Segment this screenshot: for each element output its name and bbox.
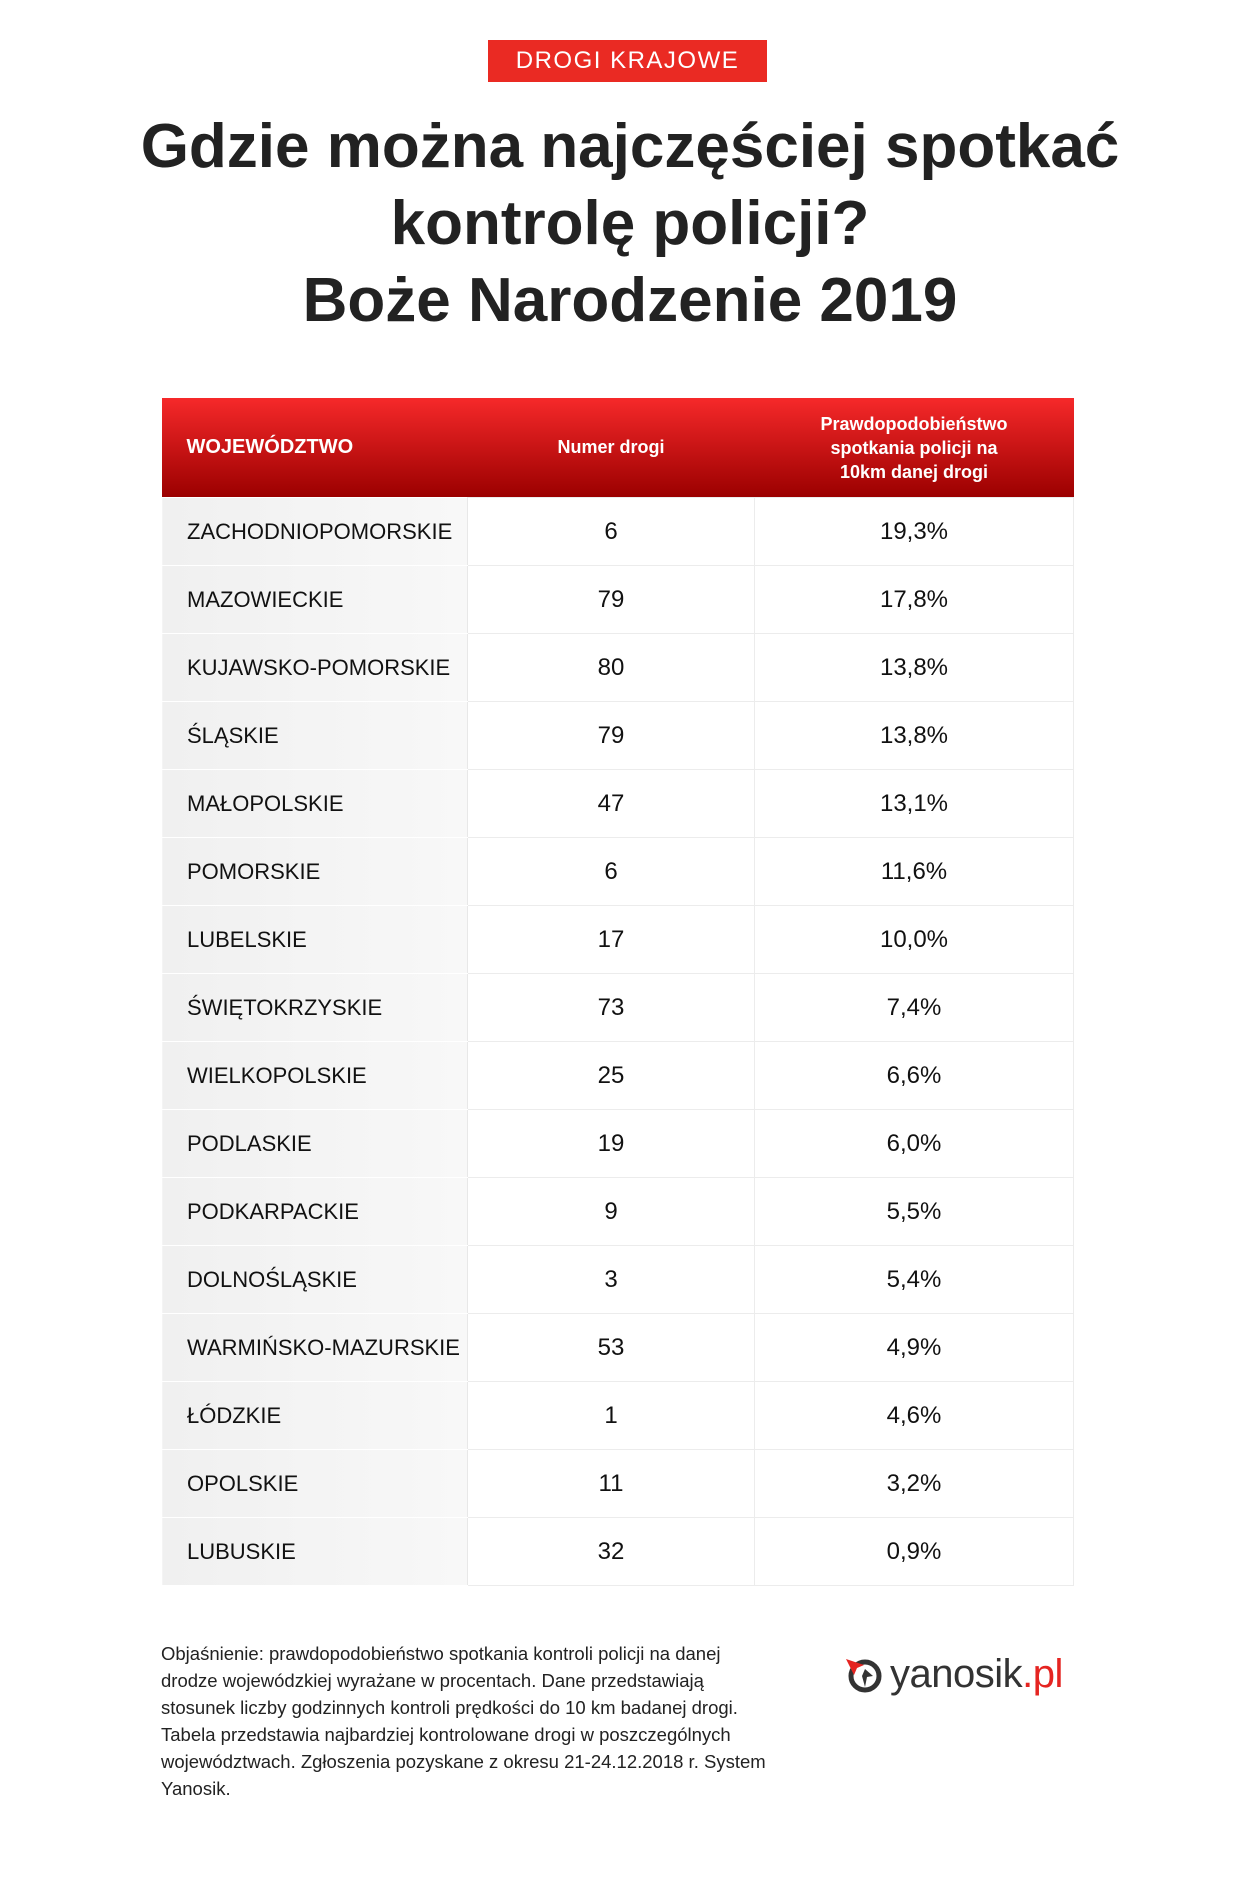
voivodeship-cell: WARMIŃSKO-MAZURSKIE [162,1314,468,1382]
probability-cell: 3,2% [755,1450,1074,1518]
voivodeship-cell: ŁÓDZKIE [162,1382,468,1450]
table-row [162,974,1074,1042]
table-row [162,1246,1074,1314]
table-row [162,1110,1074,1178]
probability-cell: 10,0% [755,906,1074,974]
logo-name: yanosik [890,1652,1023,1696]
table-row [162,634,1074,702]
data-table [161,398,1074,1586]
probability-cell: 17,8% [755,566,1074,634]
voivodeship-cell: LUBUSKIE [162,1518,468,1586]
probability-cell: 13,8% [755,702,1074,770]
road-number-cell: 11 [468,1450,755,1518]
road-number-cell: 6 [468,498,755,566]
table-row [162,770,1074,838]
voivodeship-cell: PODLASKIE [162,1110,468,1178]
table-row [162,702,1074,770]
probability-cell: 7,4% [755,974,1074,1042]
logo-tld: .pl [1022,1652,1063,1696]
table-header-row [162,398,1074,498]
table-row [162,1178,1074,1246]
road-number-cell: 53 [468,1314,755,1382]
voivodeship-cell: MAŁOPOLSKIE [162,770,468,838]
voivodeship-cell: LUBELSKIE [162,906,468,974]
voivodeship-cell: PODKARPACKIE [162,1178,468,1246]
road-number-cell: 1 [468,1382,755,1450]
voivodeship-cell: ŚLĄSKIE [162,702,468,770]
road-number-cell: 32 [468,1518,755,1586]
voivodeship-cell: KUJAWSKO-POMORSKIE [162,634,468,702]
road-number-cell: 73 [468,974,755,1042]
probability-cell: 4,9% [755,1314,1074,1382]
title-line: kontrolę policji? [390,189,870,258]
category-badge: DROGI KRAJOWE [488,40,767,82]
header-road-number: Numer drogi [468,398,755,498]
probability-cell: 5,4% [755,1246,1074,1314]
voivodeship-cell: WIELKOPOLSKIE [162,1042,468,1110]
road-number-cell: 79 [468,702,755,770]
road-number-cell: 79 [468,566,755,634]
yanosik-logo [846,1652,1063,1697]
probability-cell: 6,6% [755,1042,1074,1110]
table-row [162,1314,1074,1382]
voivodeship-cell: DOLNOŚLĄSKIE [162,1246,468,1314]
header-voivodeship: WOJEWÓDZTWO [162,398,468,498]
probability-cell: 13,8% [755,634,1074,702]
road-number-cell: 9 [468,1178,755,1246]
voivodeship-cell: ŚWIĘTOKRZYSKIE [162,974,468,1042]
logo-wordmark [890,1652,1063,1697]
voivodeship-cell: POMORSKIE [162,838,468,906]
road-number-cell: 47 [468,770,755,838]
road-number-cell: 6 [468,838,755,906]
table-row [162,498,1074,566]
road-number-cell: 19 [468,1110,755,1178]
logo-arrow-icon [846,1657,882,1693]
probability-cell: 19,3% [755,498,1074,566]
road-number-cell: 80 [468,634,755,702]
explanation-note: Objaśnienie: prawdopodobieństwo spotkania kontroli policji na danej drodze wojewódzkiej wyrażane w procentach. Dane przedstawiają stosunek liczby godzinnych kontroli prędkości do 10 km badanej drogi. Tabela przedstawia najbardziej kontrolowane drogi w poszczególnych województwach. Zgłoszenia pozyskane z okresu 21-24.12.2018 r. System Yanosik. [161,1643,766,1799]
title-line: Gdzie można najczęściej spotkać [140,112,1120,181]
table-row [162,1042,1074,1110]
title-line: Boże Narodzenie 2019 [302,266,958,335]
road-number-cell: 17 [468,906,755,974]
header-probability [755,398,1074,498]
road-number-cell: 25 [468,1042,755,1110]
page-title [0,108,1260,339]
table-row [162,1382,1074,1450]
table-row [162,1518,1074,1586]
probability-cell: 13,1% [755,770,1074,838]
probability-cell: 11,6% [755,838,1074,906]
table-row [162,838,1074,906]
voivodeship-cell: OPOLSKIE [162,1450,468,1518]
table-row [162,906,1074,974]
probability-cell: 6,0% [755,1110,1074,1178]
probability-cell: 4,6% [755,1382,1074,1450]
probability-cell: 5,5% [755,1178,1074,1246]
voivodeship-cell: MAZOWIECKIE [162,566,468,634]
probability-cell: 0,9% [755,1518,1074,1586]
road-number-cell: 3 [468,1246,755,1314]
table-row [162,566,1074,634]
header-probability-text: Prawdopodobieństwo spotkania policji na 10km danej drogi [820,413,1008,482]
table-row [162,1450,1074,1518]
voivodeship-cell: ZACHODNIOPOMORSKIE [162,498,468,566]
